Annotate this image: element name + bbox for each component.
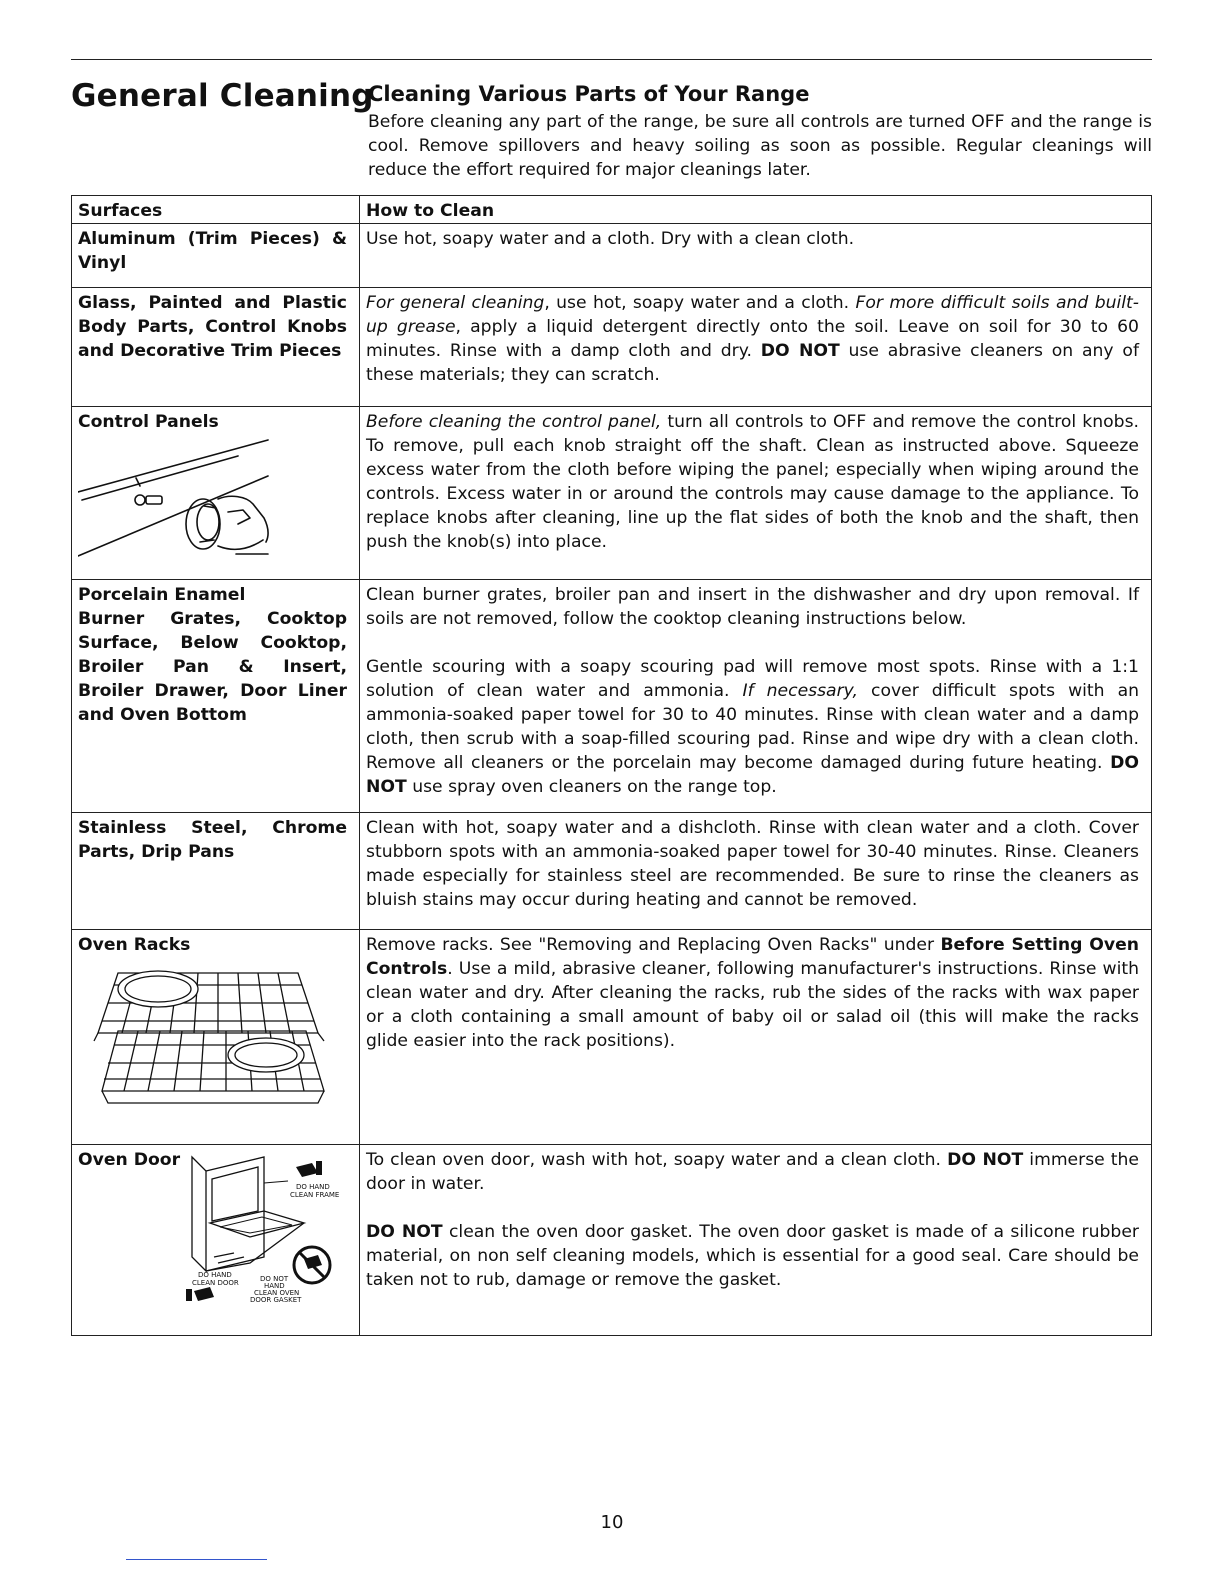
surface-cell [72, 580, 360, 813]
surface-cell [72, 930, 360, 1145]
warning-text: DO NOT [366, 1222, 443, 1242]
instructions-cell [360, 1145, 1152, 1336]
instructions-text [366, 933, 1139, 1053]
table-header-row [72, 196, 1152, 224]
warning-text: Before Setting Oven Controls [366, 935, 1140, 979]
instructions-cell [360, 407, 1152, 580]
table-row [72, 930, 1152, 1145]
instruction-span: use spray oven cleaners on the range top. [406, 777, 777, 797]
instructions-cell [360, 813, 1152, 930]
table-row [72, 224, 1152, 288]
header-how-to-clean: How to Clean [360, 196, 1152, 224]
surface-cell [72, 407, 360, 580]
intro-text: Before cleaning any part of the range, be sure all controls are turned OFF and the range is cool. Remove spillovers and heavy soiling as soon as possible. Regular cleanings will reduce the effort required for major cleanings later. [368, 112, 1152, 180]
warning-text: DO NOT [760, 341, 840, 361]
section-title: General Cleaning [71, 78, 374, 114]
label-gasket-line4: DOOR GASKET [250, 1296, 302, 1303]
instruction-span: cover difficult spots with an ammonia-soaked paper towel for 30 to 40 minutes. Rinse with clean water and a damp cloth, then scrub with a soap-filled scouring pad. Rinse and wipe dry with a clean cloth. Remove all cleaners or the porcelain may become damaged during future heating. [366, 681, 1139, 773]
instruction-span: Remove racks. See "Removing and Replacing Oven Racks" under [366, 935, 941, 955]
surface-name: Porcelain Enamel [78, 585, 246, 605]
top-rule [71, 59, 1152, 60]
surface-cell [72, 224, 360, 288]
intro-block [368, 82, 1152, 182]
page-number: 10 [600, 1512, 624, 1533]
label-door-line1: DO HAND [198, 1271, 232, 1279]
intro-heading: Cleaning Various Parts of Your Range [368, 82, 810, 106]
label-gasket-line3: CLEAN OVEN [254, 1289, 300, 1297]
oven-door-illustration [184, 1153, 344, 1303]
cleaning-table [71, 195, 1152, 1336]
bottom-link-underline [126, 1559, 267, 1560]
instructions-text: Clean with hot, soapy water and a dishcloth. Rinse with clean water and a cloth. Cover stubborn spots with an ammonia-soaked paper towel for 30-40 minutes. Rinse. Cleaners made especially for stainless steel are recommended. Be sure to rinse the cleaners as bluish stains may occur during heating and cannot be removed. [366, 818, 1139, 910]
header-surfaces: Surfaces [72, 196, 360, 224]
instruction-span: clean the oven door gasket. The oven door gasket is made of a silicone rubber material, on non self cleaning models, which is essential for a good seal. Care should be taken not to rub, damage or remove the gasket. [366, 1222, 1139, 1290]
label-gasket-line1: DO NOT [260, 1275, 289, 1283]
surface-name: Control Panels [78, 412, 219, 432]
surface-name: Oven Racks [78, 935, 191, 955]
table-row [72, 288, 1152, 407]
emphasis-text: Before cleaning the control panel, [366, 412, 662, 432]
label-gasket-line2: HAND [264, 1282, 285, 1290]
warning-text: DO NOT [366, 753, 1139, 797]
instructions-cell [360, 288, 1152, 407]
instructions-text [366, 655, 1139, 799]
instructions-text [366, 1220, 1139, 1292]
instruction-span: turn all controls to OFF and remove the control knobs. To remove, pull each knob straight off the shaft. Clean as instructed above. Squeeze excess water from the cloth before wiping the panel; especially when wiping around the controls. Excess water in or around the controls may cause damage to the appliance. To replace knobs after cleaning, line up the flat sides of both the knob and the shaft, then push the knob(s) into place. [366, 412, 1140, 552]
instructions-text [366, 1148, 1139, 1196]
instructions-cell [360, 580, 1152, 813]
prohibition-icon [294, 1247, 330, 1283]
instruction-span: To clean oven door, wash with hot, soapy water and a clean cloth. [366, 1150, 948, 1170]
surface-name: Glass, Painted and Plastic Body Parts, Control Knobs and Decorative Trim Pieces [78, 293, 347, 361]
surface-name: Burner Grates, Cooktop Surface, Below Cooktop, Broiler Pan & Insert, Broiler Drawer, Door Liner and Oven Bottom [78, 609, 347, 725]
control-knob-illustration [78, 434, 318, 562]
instructions-text [366, 291, 1139, 387]
surface-name: Stainless Steel, Chrome Parts, Drip Pans [78, 818, 347, 862]
instructions-text: Clean burner grates, broiler pan and insert in the dishwasher and dry upon removal. If soils are not removed, follow the cooktop cleaning instructions below. [366, 585, 1139, 629]
emphasis-text: For more difficult soils and built-up grease [366, 293, 1139, 337]
table-row [72, 1145, 1152, 1336]
instruction-span: Gentle scouring with a soapy scouring pad will remove most spots. Rinse with a 1:1 solution of clean water and ammonia. [366, 657, 1139, 701]
warning-text: DO NOT [947, 1150, 1024, 1170]
surface-name: Aluminum (Trim Pieces) & Vinyl [78, 229, 347, 273]
table-row [72, 813, 1152, 930]
label-door-line2: CLEAN DOOR [192, 1279, 239, 1287]
instruction-span: , apply a liquid detergent directly onto the soil. Leave on soil for 30 to 60 minutes. Rinse with a damp cloth and dry. [366, 317, 1139, 361]
hand-icon [296, 1161, 322, 1177]
instruction-span: , use hot, soapy water and a cloth. [544, 293, 856, 313]
surface-cell [72, 288, 360, 407]
hand-icon [186, 1287, 214, 1301]
instructions-cell [360, 224, 1152, 288]
label-frame-line2: CLEAN FRAME [290, 1191, 340, 1199]
surface-cell [72, 813, 360, 930]
instruction-span: . Use a mild, abrasive cleaner, following manufacturer's instructions. Rinse with clean water and dry. After cleaning the racks, rub the sides of the racks with wax paper or a cloth containing a small amount of baby oil or salad oil (this will make the racks glide easier into the rack positions). [366, 959, 1139, 1051]
oven-racks-illustration [78, 963, 348, 1113]
emphasis-text: If necessary, [742, 681, 858, 701]
table-row [72, 580, 1152, 813]
instructions-cell [360, 930, 1152, 1145]
instructions-text: Use hot, soapy water and a cloth. Dry with a clean cloth. [366, 229, 855, 249]
surface-name: Oven Door [78, 1150, 181, 1170]
label-frame-line1: DO HAND [296, 1183, 330, 1191]
instructions-text [366, 410, 1139, 554]
instruction-span: immerse the door in water. [366, 1150, 1139, 1194]
surface-cell [72, 1145, 360, 1336]
emphasis-text: For general cleaning [366, 293, 545, 313]
instruction-span: use abrasive cleaners on any of these materials; they can scratch. [366, 341, 1139, 385]
table-row [72, 407, 1152, 580]
